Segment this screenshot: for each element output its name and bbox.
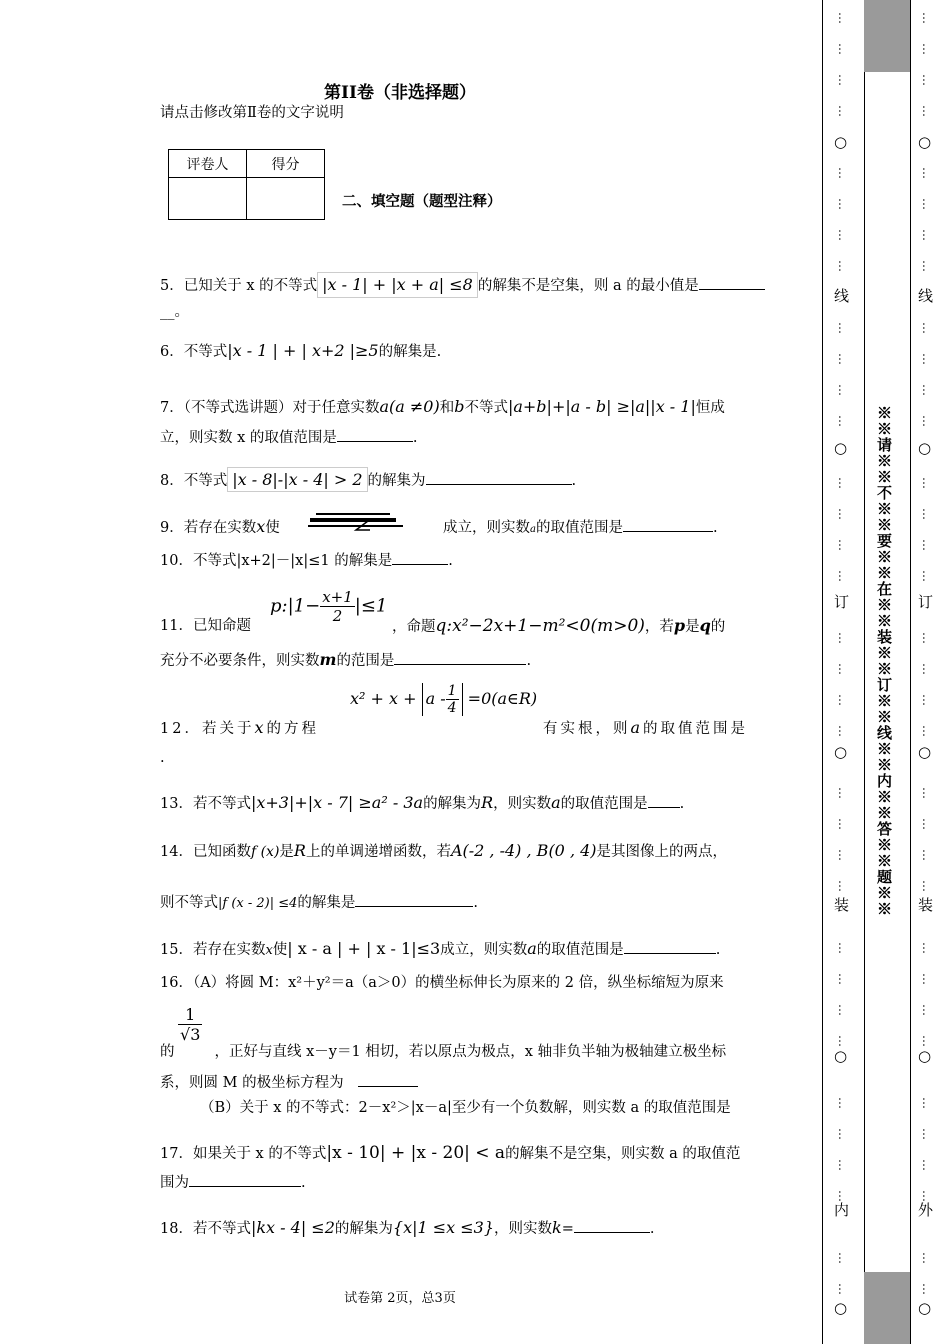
outer-binding-dot: … — [920, 508, 934, 520]
question-11: 11．已知命题 — [160, 618, 251, 634]
outer-binding-dot: … — [920, 260, 934, 272]
q9-garbled-formula-image — [298, 511, 408, 533]
question-14: 14．已知函数f (x)是R上的单调递增函数，若A(-2 , -4) , B(0 , 4)是其图像上的两点， — [160, 841, 728, 860]
outer-binding-dot: … — [920, 105, 934, 117]
outer-binding-dot: … — [920, 1190, 934, 1202]
question-17-cont: 围为 . — [160, 1172, 306, 1193]
outer-binding-dot: … — [920, 1004, 934, 1016]
outer-binding-dot: … — [920, 43, 934, 55]
inner-binding-char-marker: 装 — [834, 896, 850, 914]
outer-binding-column — [920, 0, 934, 1344]
q8-formula: |x - 8|-|x - 4| > 2 — [227, 467, 367, 492]
inner-binding-dot: … — [836, 167, 850, 179]
q15-formula: | x - a | + | x - 1|≤3 — [287, 939, 441, 958]
outer-binding-dot: … — [920, 1097, 934, 1109]
question-16a-cont: 的 ，正好与直线 x－y＝1 相切，若以原点为极点，x 轴非负半轴为极轴建立极坐标 — [160, 1044, 727, 1060]
question-11-mid: ，命题q:x²−2x+1−m²<0(m>0)，若p是q的 — [392, 616, 726, 636]
question-12: 12．若关于x的方程 — [160, 718, 319, 737]
question-16a-cont2: 系，则圆 M 的极坐标方程为 — [160, 1072, 418, 1093]
answer-blank[interactable] — [426, 470, 572, 485]
q16-fraction: $\frac{1}{√3}$ — [180, 1005, 201, 1044]
outer-binding-dot: … — [920, 1035, 934, 1047]
outer-binding-dot: … — [920, 353, 934, 365]
q12-formula: x² + x + a - $\frac{1}{4}$ =0(a∈R) — [350, 683, 538, 716]
q18-set: {x|1 ≤x ≤3} — [392, 1218, 495, 1237]
score-table-header-grader: 评卷人 — [169, 150, 247, 178]
inner-binding-circle-marker: ○ — [834, 1299, 848, 1317]
outer-binding-dot: … — [920, 477, 934, 489]
inner-binding-dot: … — [836, 725, 850, 737]
question-7: 7．（不等式选讲题）对于任意实数a(a ≠0)和b不等式|a+b|+|a - b| ≥|a||x - 1|恒成 — [160, 397, 725, 416]
inner-binding-dot: … — [836, 973, 850, 985]
question-12-mid: 有实根，则a的取值范围是 — [543, 718, 749, 737]
binding-gray-block-top — [864, 0, 910, 72]
inner-binding-dot: … — [836, 1128, 850, 1140]
outer-binding-circle-marker: ○ — [918, 1047, 932, 1065]
answer-blank[interactable] — [392, 550, 448, 565]
inner-binding-line — [822, 0, 823, 1344]
score-table-cell-grader[interactable] — [169, 178, 247, 220]
inner-binding-dot: … — [836, 260, 850, 272]
question-14-cont: 则不等式|f (x - 2)| ≤4的解集是 . — [160, 892, 478, 914]
inner-binding-dot: … — [836, 694, 850, 706]
outer-binding-dot: … — [920, 229, 934, 241]
inner-binding-dot: … — [836, 74, 850, 86]
inner-binding-circle-marker: ○ — [834, 1047, 848, 1065]
inner-binding-char-marker: 线 — [834, 287, 850, 305]
inner-binding-dot: … — [836, 1190, 850, 1202]
inner-binding-circle-marker: ○ — [834, 133, 848, 151]
outer-binding-dot: … — [920, 74, 934, 86]
outer-binding-dot: … — [920, 384, 934, 396]
outer-binding-circle-marker: ○ — [918, 439, 932, 457]
question-16b: （B）关于 x 的不等式：2－x²＞|x－a|至少有一个负数解，则实数 a 的取值范围是 — [200, 1100, 731, 1116]
inner-binding-dot: … — [836, 415, 850, 427]
question-8: 8．不等式 |x - 8|-|x - 4| > 2 的解集为 . — [160, 470, 576, 491]
question-13: 13．若不等式|x+3|+|x - 7| ≥a² - 3a的解集为R，则实数a的取值范围是 . — [160, 793, 685, 812]
outer-binding-dot: … — [920, 539, 934, 551]
q17-formula: |x - 10| + |x - 20| < a — [326, 1143, 506, 1163]
answer-blank[interactable] — [623, 517, 713, 532]
question-5-cont: __。 — [160, 304, 189, 320]
question-7-cont: 立，则实数 x 的取值范围是 . — [160, 427, 418, 448]
outer-binding-circle-marker: ○ — [918, 743, 932, 761]
binding-divider-left — [864, 72, 865, 1272]
page-footer: 试卷第 2页，总3页 — [344, 1291, 456, 1306]
question-12-cont: . — [160, 750, 165, 766]
outer-binding-dot: … — [920, 818, 934, 830]
outer-binding-dot: … — [920, 632, 934, 644]
answer-blank[interactable] — [648, 793, 680, 808]
inner-binding-dot: … — [836, 1035, 850, 1047]
question-10: 10．不等式|x+2|－|x|≤1 的解集是 . — [160, 550, 453, 571]
inner-binding-dot: … — [836, 384, 850, 396]
outer-binding-dot: … — [920, 942, 934, 954]
inner-binding-dot: … — [836, 663, 850, 675]
q11-formula-q: q:x²−2x+1−m²<0(m>0) — [435, 616, 645, 636]
outer-binding-dot: … — [920, 1252, 934, 1264]
question-16a: 16．（A）将圆 M：x²＋y²＝a（a＞0）的横坐标伸长为原来的 2 倍，纵坐标缩短为原来 — [160, 975, 724, 991]
inner-binding-dot: … — [836, 1283, 850, 1295]
answer-blank[interactable] — [337, 427, 413, 442]
section-title: 二、填空题（题型注释） — [342, 193, 502, 210]
inner-binding-dot: … — [836, 43, 850, 55]
outer-binding-dot: … — [920, 1128, 934, 1140]
outer-binding-circle-marker: ○ — [918, 133, 932, 151]
inner-binding-dot: … — [836, 353, 850, 365]
outer-binding-dot: … — [920, 167, 934, 179]
inner-binding-char-marker: 订 — [834, 593, 850, 611]
inner-binding-dot: … — [836, 508, 850, 520]
q14-points: A(-2 , -4) , B(0 , 4) — [450, 841, 597, 860]
outer-binding-dot: … — [920, 725, 934, 737]
inner-binding-dot: … — [836, 570, 850, 582]
outer-binding-dot: … — [920, 787, 934, 799]
inner-binding-dot: … — [836, 1252, 850, 1264]
inner-binding-char-marker: 内 — [834, 1201, 850, 1219]
q5-formula: |x - 1| + |x + a| ≤8 — [317, 272, 478, 298]
inner-binding-dot: … — [836, 539, 850, 551]
inner-binding-dot: … — [836, 849, 850, 861]
outer-binding-dot: … — [920, 198, 934, 210]
outer-binding-dot: … — [920, 849, 934, 861]
inner-binding-dot: … — [836, 818, 850, 830]
q7-formula: |a+b|+|a - b| ≥|a||x - 1| — [507, 397, 696, 416]
q18-formula: |kx - 4| ≤2 — [250, 1218, 335, 1237]
answer-blank[interactable] — [699, 275, 765, 290]
outer-binding-dot: … — [920, 12, 934, 24]
binding-warning-text: ※※请※※不※※要※※在※※装※※订※※线※※内※※答※※题※※ — [875, 405, 893, 917]
answer-blank[interactable] — [355, 892, 473, 907]
q14-formula: |f (x - 2)| ≤4 — [218, 896, 298, 911]
answer-blank[interactable] — [189, 1172, 301, 1187]
question-6: 6．不等式|x - 1 | + | x+2 |≥5的解集是. — [160, 341, 442, 360]
outer-binding-char-marker: 订 — [918, 593, 934, 611]
inner-binding-dot: … — [836, 787, 850, 799]
outer-binding-dot: … — [920, 322, 934, 334]
outer-binding-char-marker: 装 — [918, 896, 934, 914]
inner-binding-dot: … — [836, 105, 850, 117]
outer-binding-dot: … — [920, 663, 934, 675]
outer-binding-dot: … — [920, 880, 934, 892]
outer-binding-char-marker: 线 — [918, 287, 934, 305]
answer-blank[interactable] — [358, 1072, 418, 1087]
inner-binding-circle-marker: ○ — [834, 439, 848, 457]
inner-binding-circle-marker: ○ — [834, 743, 848, 761]
answer-blank[interactable] — [394, 650, 526, 665]
outer-binding-circle-marker: ○ — [918, 1299, 932, 1317]
binding-divider-right — [910, 0, 911, 1344]
outer-binding-dot: … — [920, 694, 934, 706]
inner-binding-dot: … — [836, 632, 850, 644]
section-note: 请点击修改第Ⅱ卷的文字说明 — [160, 105, 344, 121]
question-9: 9．若存在实数x使 — [160, 517, 280, 536]
inner-binding-dot: … — [836, 942, 850, 954]
inner-binding-dot: … — [836, 1004, 850, 1016]
inner-binding-dot: … — [836, 880, 850, 892]
q11-formula-p: p:|1− $\frac{x+1}{2}$ |≤1 — [270, 588, 388, 625]
question-18: 18．若不等式|kx - 4| ≤2的解集为{x|1 ≤x ≤3}，则实数k= . — [160, 1218, 655, 1237]
question-5: 5．已知关于 x 的不等式 |x - 1| + |x + a| ≤8 的解集不是空集，则 a 的最小值是 — [160, 272, 765, 298]
question-11-cont: 充分不必要条件，则实数m的范围是 . — [160, 650, 532, 669]
inner-binding-dot: … — [836, 322, 850, 334]
score-table-cell-score[interactable] — [247, 178, 325, 220]
question-9-cont: 成立，则实数a的取值范围是 . — [443, 517, 718, 540]
inner-binding-dot: … — [836, 477, 850, 489]
outer-binding-dot: … — [920, 570, 934, 582]
answer-blank[interactable] — [574, 1218, 650, 1233]
inner-binding-dot: … — [836, 1097, 850, 1109]
outer-binding-char-marker: 外 — [918, 1201, 934, 1219]
binding-gray-block-bottom — [864, 1272, 910, 1344]
score-table-header-score: 得分 — [247, 150, 325, 178]
score-table — [168, 149, 325, 220]
inner-binding-dot: … — [836, 229, 850, 241]
outer-binding-dot: … — [920, 415, 934, 427]
outer-binding-dot: … — [920, 1283, 934, 1295]
question-15: 15．若存在实数x使| x - a | + | x - 1|≤3成立，则实数a的取值范围是 . — [160, 939, 721, 958]
q6-formula: |x - 1 | + | x+2 |≥5 — [227, 341, 379, 360]
answer-blank[interactable] — [624, 939, 716, 954]
outer-binding-dot: … — [920, 1159, 934, 1171]
inner-binding-dot: … — [836, 12, 850, 24]
question-17: 17．如果关于 x 的不等式|x - 10| + |x - 20| < a的解集不是空集，则实数 a 的取值范 — [160, 1143, 741, 1163]
inner-binding-dot: … — [836, 1159, 850, 1171]
inner-binding-column — [836, 0, 850, 1344]
inner-binding-dot: … — [836, 198, 850, 210]
page-title: 第II卷（非选择题） — [324, 83, 476, 103]
outer-binding-dot: … — [920, 973, 934, 985]
q13-formula: |x+3|+|x - 7| ≥a² - 3a — [250, 793, 424, 812]
